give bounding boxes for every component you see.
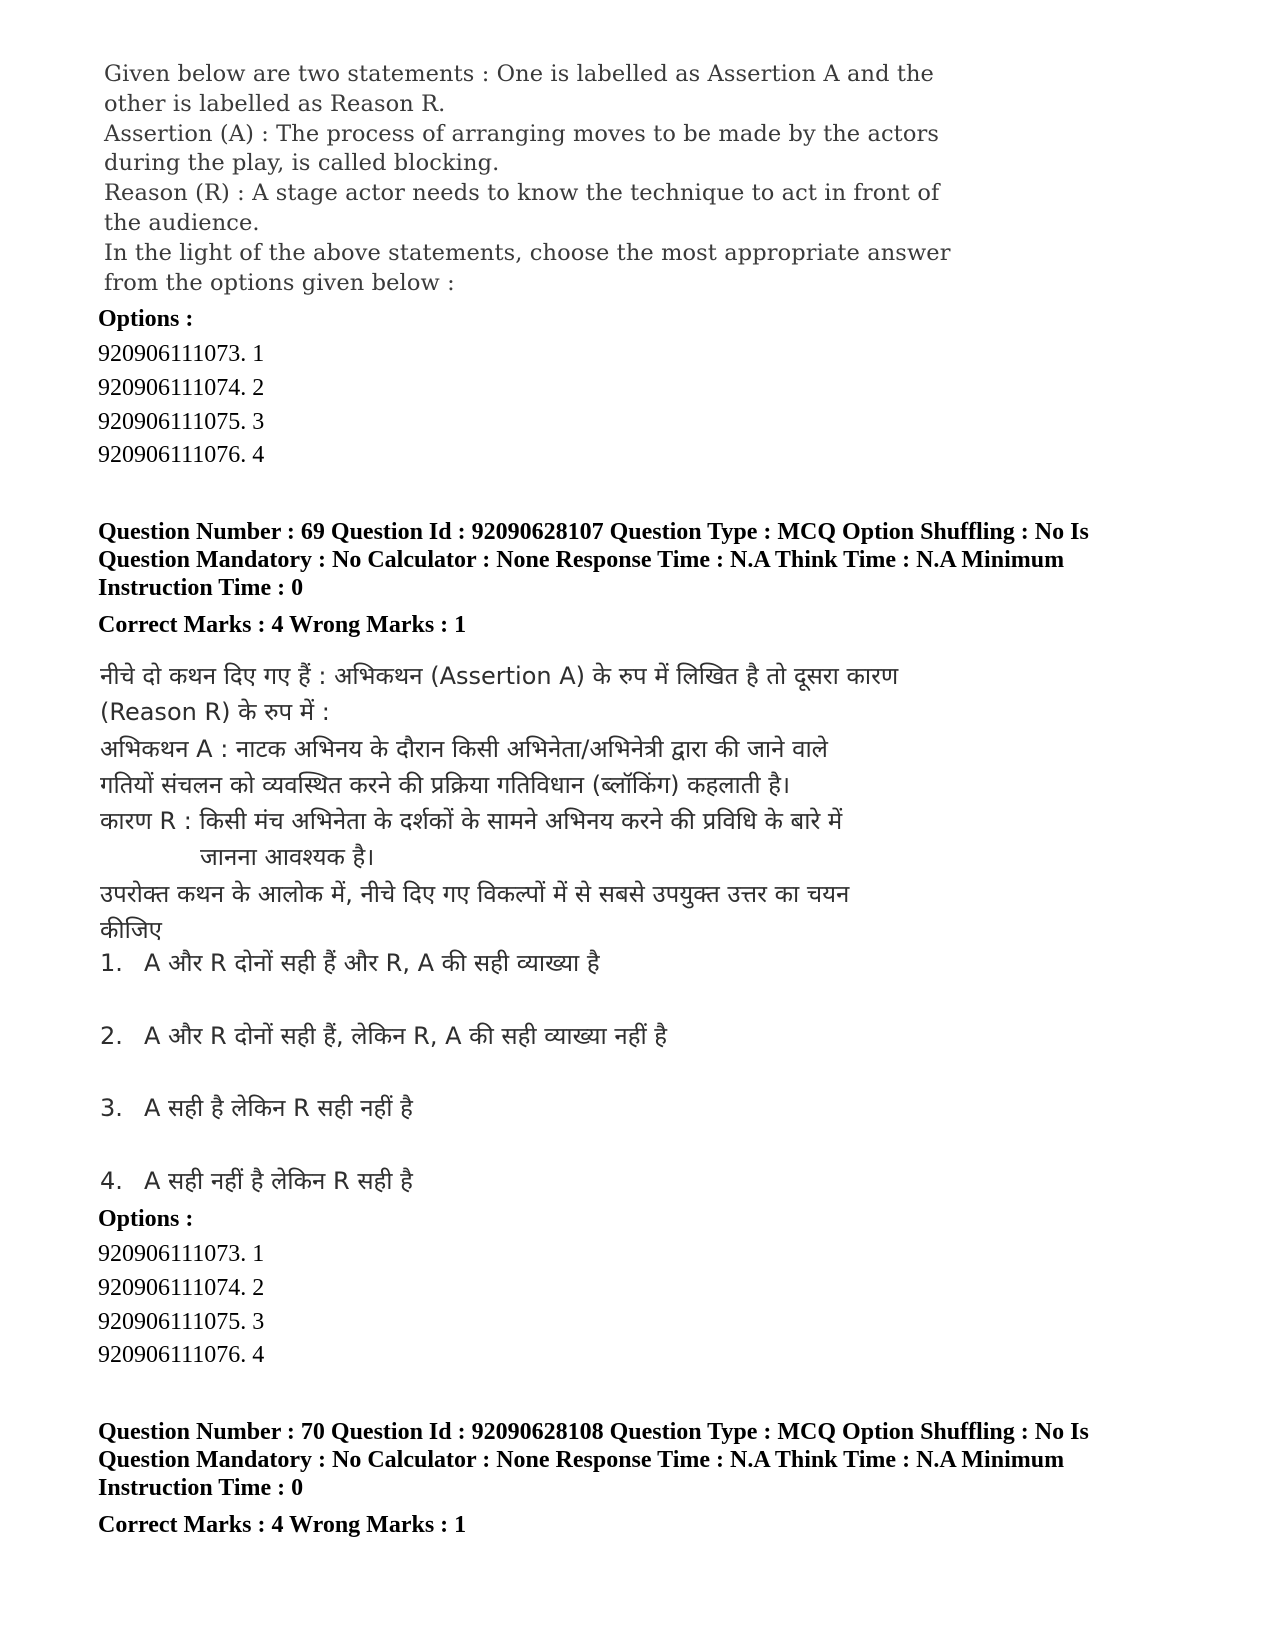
prev-options-list — [98, 338, 264, 473]
q69-options-label: Options : — [98, 1206, 194, 1232]
choice-item — [100, 1018, 667, 1091]
choice-text: A सही नहीं है लेकिन R सही है — [144, 1166, 413, 1195]
text-line: कारण R : किसी मंच अभिनेता के दर्शकों के सामने अभिनय करने की प्रविधि के बारे में — [100, 807, 843, 836]
q70-meta — [98, 1418, 1188, 1502]
choice-item — [100, 1090, 667, 1163]
option-item: 920906111073. 1 — [98, 341, 265, 367]
choice-number: 4. — [100, 1166, 123, 1195]
text-line: जानना आवश्यक है। — [200, 843, 375, 872]
option-item: 920906111073. 1 — [98, 1241, 265, 1267]
prev-question-english-text — [104, 60, 964, 298]
text-line: गतियों संचलन को व्यवस्थित करने की प्रक्रिया गतिविधान (ब्लॉकिंग) कहलाती है। — [100, 770, 791, 799]
meta-line: Instruction Time : 0 — [98, 575, 304, 601]
text-line: अभिकथन A : नाटक अभिनय के दौरान किसी अभिनेता/अभिनेत्री द्वारा की जाने वाले — [100, 734, 828, 763]
q69-marks: Correct Marks : 4 Wrong Marks : 1 — [98, 612, 467, 638]
option-item: 920906111075. 3 — [98, 408, 265, 435]
text-line: during the play, is called blocking. — [104, 150, 500, 177]
text-line: कीजिए — [100, 916, 162, 945]
q69-options-list — [98, 1238, 264, 1373]
text-line: Reason (R) : A stage actor needs to know the technique to act in front of — [104, 180, 940, 207]
option-item: 920906111075. 3 — [98, 1308, 265, 1335]
text-line: Assertion (A) : The process of arranging moves to be made by the actors — [104, 120, 939, 147]
text-line: In the light of the above statements, choose the most appropriate answer — [104, 239, 951, 266]
text-line: Given below are two statements : One is labelled as Assertion A and the — [104, 61, 934, 87]
text-line: (Reason R) के रुप में : — [100, 698, 330, 727]
option-item: 920906111076. 4 — [98, 442, 265, 469]
q69-hindi-choices — [100, 945, 667, 1235]
choice-number: 1. — [100, 949, 123, 977]
text-line: उपरोक्त कथन के आलोक में, नीचे दिए गए विकल्पों में से सबसे उपयुक्त उत्तर का चयन — [100, 879, 850, 908]
option-item: 920906111074. 2 — [98, 374, 265, 401]
q69-meta — [98, 518, 1188, 602]
choice-item — [100, 945, 667, 1018]
choice-text: A सही है लेकिन R सही नहीं है — [144, 1094, 413, 1122]
text-line: from the options given below : — [104, 269, 455, 296]
option-item: 920906111076. 4 — [98, 1342, 265, 1369]
meta-line: Question Mandatory : No Calculator : None Response Time : N.A Think Time : N.A Minimum — [98, 547, 1065, 573]
option-item: 920906111074. 2 — [98, 1274, 265, 1301]
q70-marks: Correct Marks : 4 Wrong Marks : 1 — [98, 1512, 467, 1538]
choice-text: A और R दोनों सही हैं और R, A की सही व्याख्या है — [144, 949, 600, 977]
text-line: the audience. — [104, 209, 260, 236]
choice-text: A और R दोनों सही हैं, लेकिन R, A की सही व्याख्या नहीं है — [144, 1021, 668, 1050]
meta-line: Question Number : 70 Question Id : 92090628108 Question Type : MCQ Option Shuffling : No Is — [98, 1419, 1089, 1445]
text-line: नीचे दो कथन दिए गए हैं : अभिकथन (Assertion A) के रुप में लिखित है तो दूसरा कारण — [100, 662, 899, 690]
prev-options-label: Options : — [98, 306, 194, 332]
text-line: other is labelled as Reason R. — [104, 90, 446, 117]
q69-hindi-text — [100, 658, 1000, 948]
meta-line: Question Mandatory : No Calculator : None Response Time : N.A Think Time : N.A Minimum — [98, 1447, 1065, 1473]
choice-number: 3. — [100, 1094, 123, 1122]
meta-line: Instruction Time : 0 — [98, 1475, 304, 1501]
choice-number: 2. — [100, 1021, 123, 1050]
meta-line: Question Number : 69 Question Id : 92090628107 Question Type : MCQ Option Shuffling : No Is — [98, 519, 1089, 545]
